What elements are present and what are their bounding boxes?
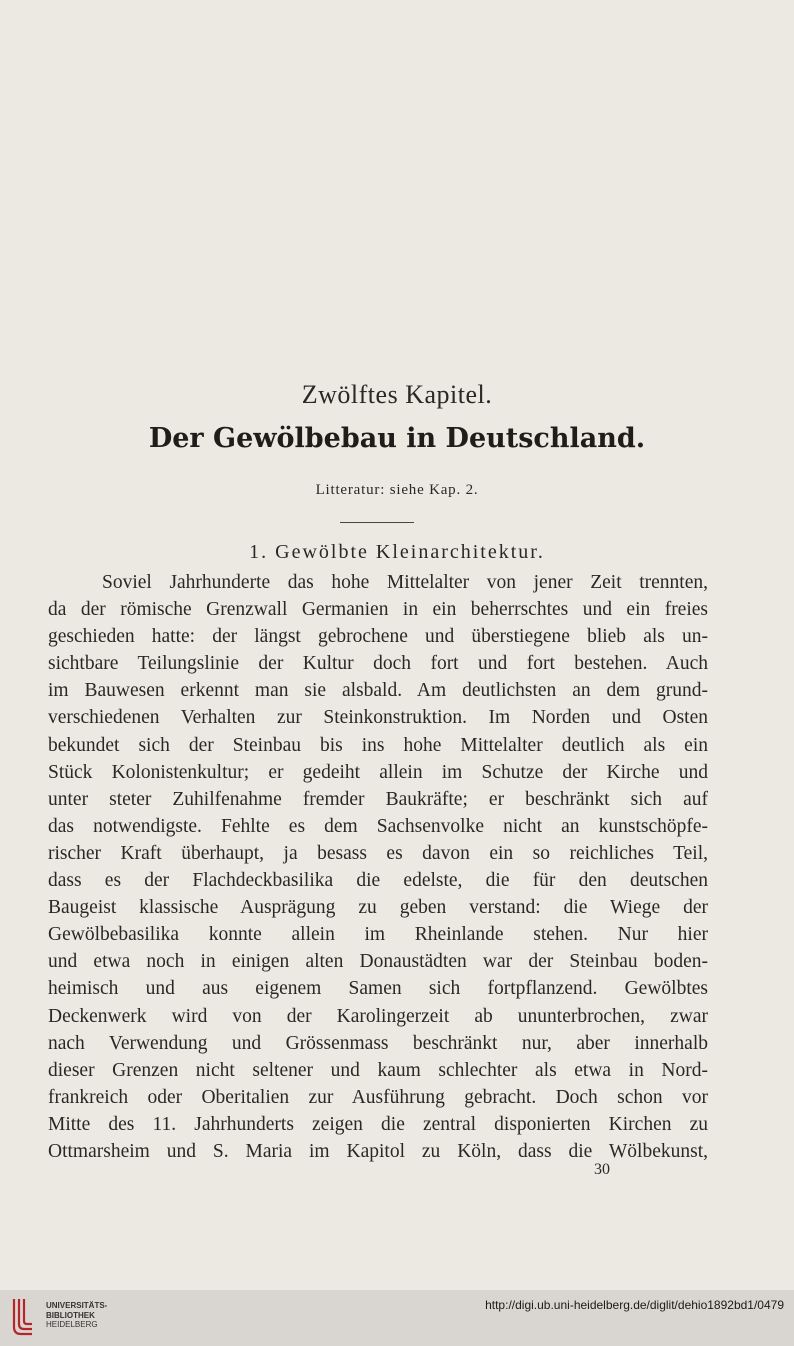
library-logo-icon — [10, 1297, 36, 1337]
text-line: Stück Kolonistenkultur; er gedeiht allein im Schutze der Kirche und — [48, 761, 708, 783]
text-line: Mitte des 11. Jahrhunderts zeigen die zentral disponierten Kirchen zu — [48, 1113, 708, 1135]
literature-note: Litteratur: siehe Kap. 2. — [315, 482, 479, 498]
divider-rule — [340, 522, 414, 523]
text-line: dieser Grenzen nicht seltener und kaum schlechter als etwa in Nord- — [48, 1059, 708, 1081]
library-name-line: HEIDELBERG — [46, 1320, 98, 1329]
body-paragraph — [48, 569, 708, 1165]
library-name-line: BIBLIOTHEK — [46, 1310, 95, 1320]
text-line: verschiedenen Verhalten zur Steinkonstruktion. Im Norden und Osten — [48, 707, 708, 729]
text-line: dass es der Flachdeckbasilika die edelste, die für den deutschen — [48, 870, 708, 892]
text-line: frankreich oder Oberitalien zur Ausführung gebracht. Doch schon vor — [48, 1086, 708, 1108]
text-line: bekundet sich der Steinbau bis ins hohe Mittelalter deutlich als ein — [48, 734, 708, 756]
text-line: sichtbare Teilungslinie der Kultur doch fort und fort bestehen. Auch — [48, 653, 708, 675]
text-line: Deckenwerk wird von der Karolingerzeit ab ununterbrochen, zwar — [48, 1005, 708, 1027]
text-line: heimisch und aus eigenem Samen sich fortpflanzend. Gewölbtes — [48, 978, 708, 1000]
text-line: Baugeist klassische Ausprägung zu geben verstand: die Wiege der — [48, 897, 708, 919]
text-line: Soviel Jahrhunderte das hohe Mittelalter von jener Zeit trennten, — [102, 572, 708, 593]
chapter-heading: Zwölftes Kapitel. — [301, 380, 493, 409]
text-line: und etwa noch in einigen alten Donaustädten war der Steinbau boden- — [48, 951, 708, 973]
source-url-link[interactable]: http://digi.ub.uni-heidelberg.de/diglit/dehio1892bd1/0479 — [485, 1298, 784, 1312]
text-line: da der römische Grenzwall Germanien in ein beherrschtes und ein freies — [48, 599, 708, 621]
text-line: im Bauwesen erkennt man sie alsbald. Am deutlichsten an dem grund- — [48, 680, 708, 702]
library-name — [46, 1301, 107, 1330]
text-line: nach Verwendung und Grössenmass beschränkt nur, aber innerhalb — [48, 1032, 708, 1054]
chapter-title: Der Gewölbebau in Deutschland. — [148, 423, 646, 454]
text-line: geschieden hatte: der längst gebrochene und überstiegene blieb als un- — [48, 626, 708, 648]
page-number: 30 — [594, 1161, 610, 1178]
library-name-line: UNIVERSITÄTS- — [46, 1301, 108, 1310]
text-line: Gewölbebasilika konnte allein im Rheinlande stehen. Nur hier — [48, 924, 708, 946]
text-line: rischer Kraft überhaupt, ja besass es davon ein so reichliches Teil, — [48, 842, 708, 864]
section-heading: 1. Gewölbte Kleinarchitektur. — [249, 541, 545, 563]
text-line: das notwendigste. Fehlte es dem Sachsenvolke nicht an kunstschöpfe- — [48, 815, 708, 837]
text-line: Ottmarsheim und S. Maria im Kapitol zu Köln, dass die Wölbekunst, — [48, 1140, 708, 1162]
text-line: unter steter Zuhilfenahme fremder Baukräfte; er beschränkt sich auf — [48, 788, 708, 810]
